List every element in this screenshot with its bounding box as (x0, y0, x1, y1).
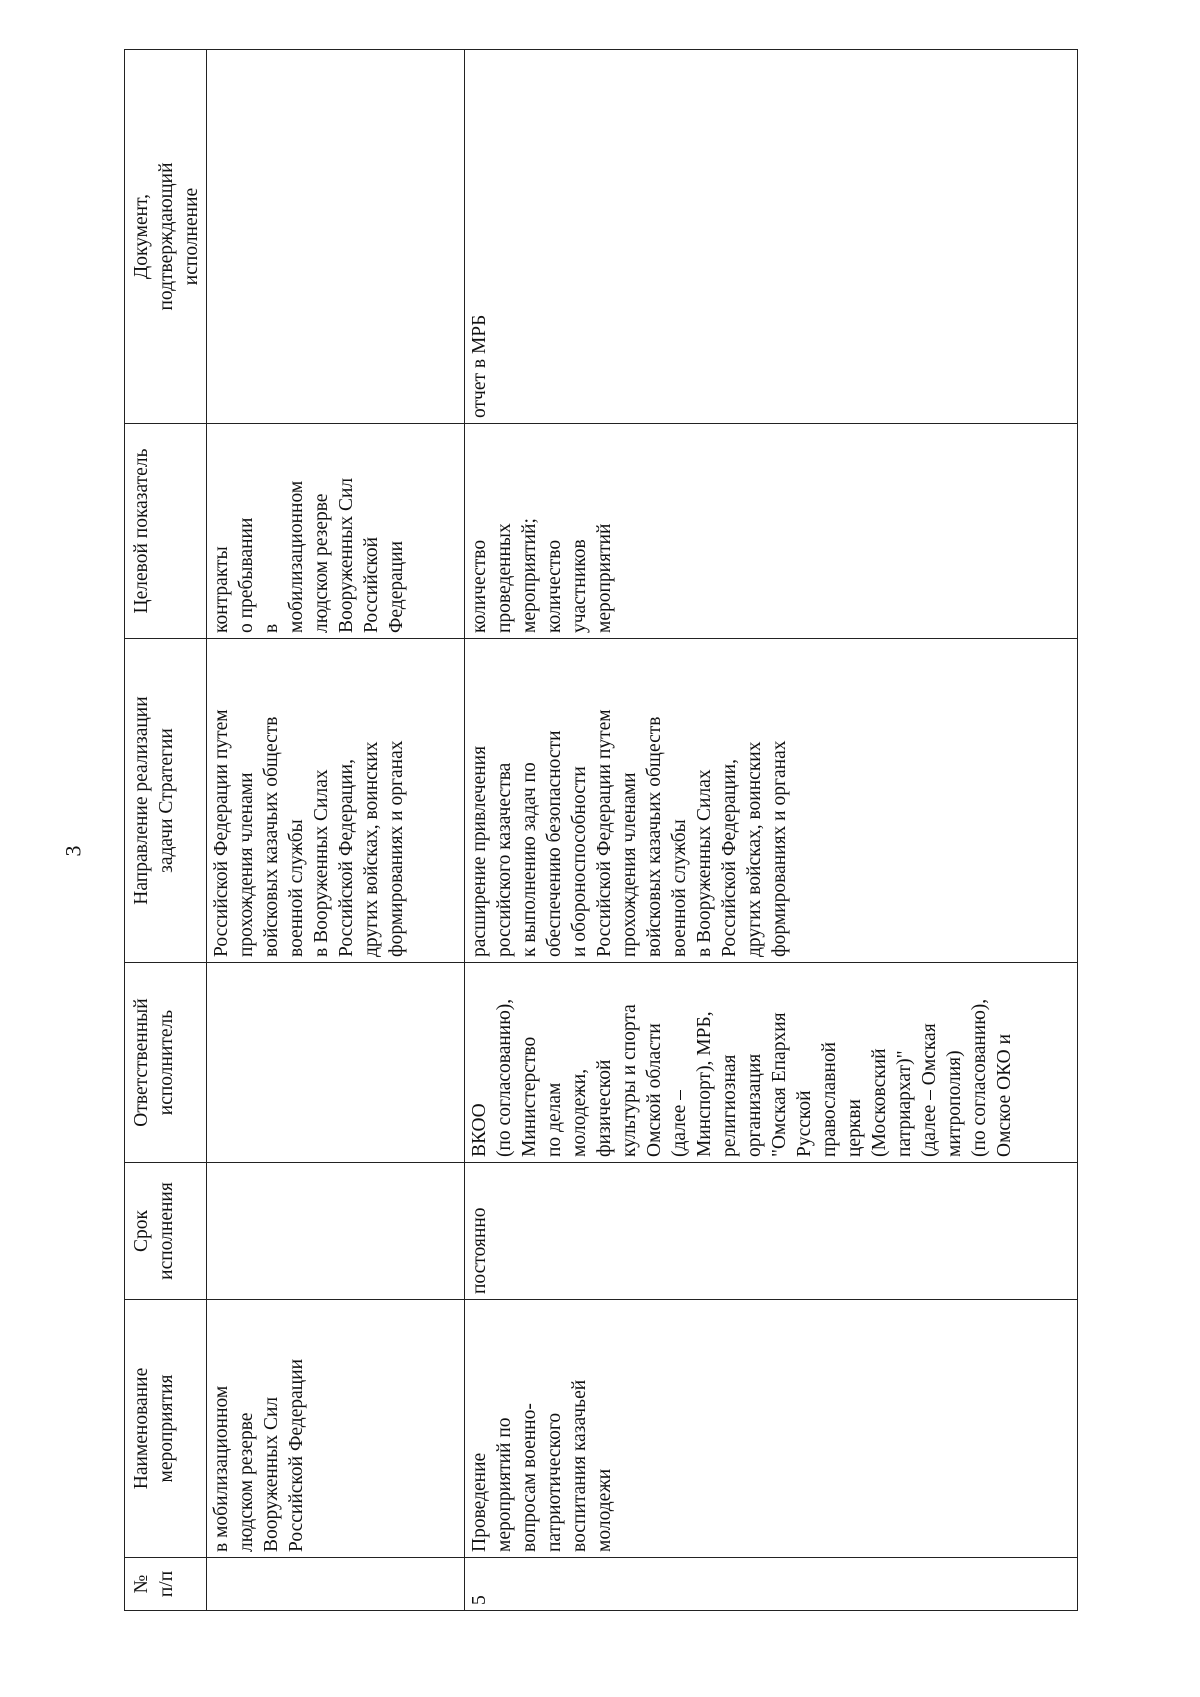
cell-direction: расширение привлечения российского казачества к выполнению задач по обеспечению безопасности и обороноспособности Российской Федерации путем прохождения членами войсковых казачьих обществ военной службы в Вооруженных Силах Российской Федерации, других войсках, воинских формированиях и органах (465, 639, 1078, 963)
cell-responsible (207, 963, 465, 1163)
header-indicator: Целевой показатель (125, 424, 207, 639)
cell-responsible: ВКОО (по согласованию), Министерство по делам молодежи, физической культуры и спорта Омской области (далее – Минспорт), МРБ, религиозная организация "Омская Епархия Русской православной церкви (Московский патриархат)" (далее – Омская митрополия) (по согласованию), Омское ОКО и (465, 963, 1078, 1163)
cell-document (207, 50, 465, 424)
header-responsible: Ответственный исполнитель (125, 963, 207, 1163)
cell-deadline (207, 1163, 465, 1300)
cell-num: 5 (465, 1558, 1078, 1611)
cell-direction: Российской Федерации путем прохождения членами войсковых казачьих обществ военной службы в Вооруженных Силах Российской Федерации, других войсках, воинских формированиях и органах (207, 639, 465, 963)
cell-indicator: количество проведенных мероприятий; количество участников мероприятий (465, 424, 1078, 639)
header-num: № п/п (125, 1558, 207, 1611)
header-document: Документ, подтверждающий исполнение (125, 50, 207, 424)
cell-num (207, 1558, 465, 1611)
cell-deadline: постоянно (465, 1163, 1078, 1300)
header-direction: Направление реализации задачи Стратегии (125, 639, 207, 963)
cell-name: Проведение мероприятий по вопросам военно- патриотического воспитания казачьей молодежи (465, 1300, 1078, 1558)
cell-indicator: контракты о пребывании в мобилизационном людском резерве Вооруженных Сил Российской Федерации (207, 424, 465, 639)
page-number: 3 (60, 845, 86, 857)
table-row (465, 50, 1078, 1611)
table-row (207, 50, 465, 1611)
cell-document: отчет в МРБ (465, 50, 1078, 424)
cell-name: в мобилизационном людском резерве Вооруженных Сил Российской Федерации (207, 1300, 465, 1558)
header-name: Наименование мероприятия (125, 1300, 207, 1558)
rotated-table-container (124, 50, 1073, 1611)
header-deadline: Срок исполнения (125, 1163, 207, 1300)
table-header-row (125, 50, 207, 1611)
plan-table (124, 49, 1078, 1611)
